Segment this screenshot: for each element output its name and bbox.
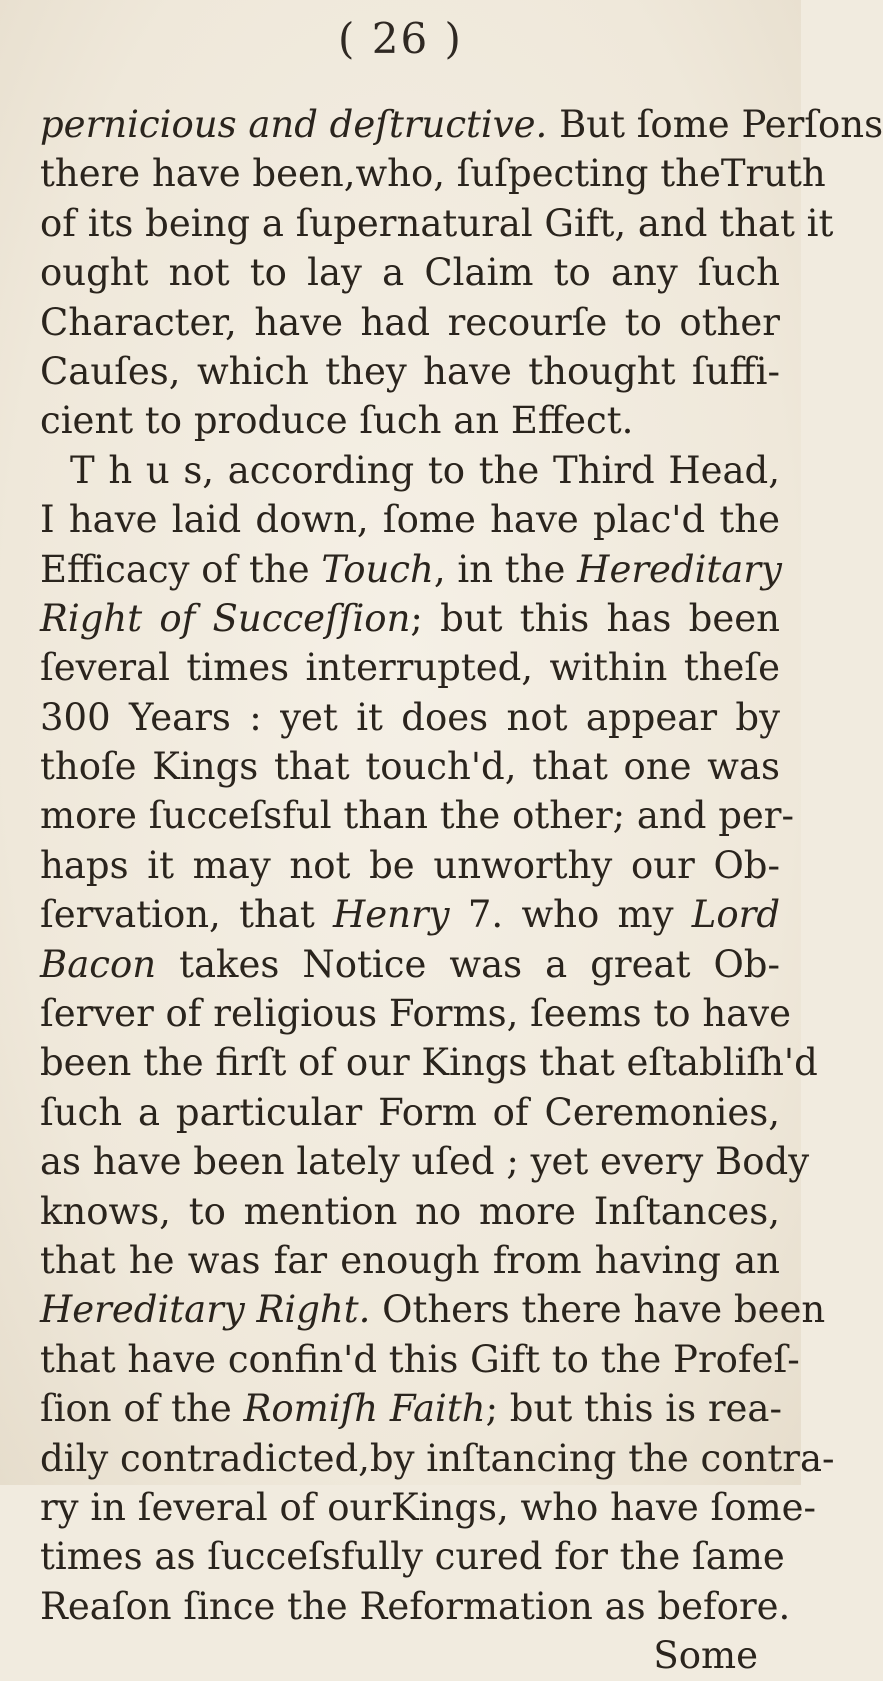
text-line — [40, 1137, 810, 1186]
text-span: that have confin'd this Gift to the Profeſ- — [40, 1337, 800, 1381]
text-line — [40, 594, 780, 643]
text-span: ; but this has been — [410, 596, 780, 640]
text-line — [40, 298, 780, 347]
text-line — [40, 1532, 785, 1581]
text-line — [40, 1384, 780, 1433]
text-line — [40, 890, 780, 939]
text-line — [40, 1236, 780, 1285]
text-line — [40, 1285, 826, 1334]
text-line — [40, 396, 780, 445]
text-span: Others there have been — [370, 1288, 826, 1332]
text-span: ſion of the — [40, 1387, 244, 1431]
text-span: more ſucceſsful than the other; and per- — [40, 794, 794, 838]
text-line — [40, 841, 780, 890]
text-line — [40, 693, 780, 742]
italic-text: Hereditary — [577, 547, 782, 591]
text-line — [40, 791, 794, 840]
text-line — [40, 1187, 780, 1236]
body-text — [40, 100, 883, 1681]
italic-text: pernicious and deſtructive. — [40, 103, 548, 146]
text-line — [40, 989, 792, 1038]
catchword — [40, 1631, 780, 1680]
text-line — [40, 742, 780, 791]
text-span: , in the — [433, 547, 578, 591]
text-span: Reaſon ſince the Reformation as before. — [40, 1584, 791, 1628]
text-span: Cauſes, which they have thought ſuffi- — [40, 349, 780, 393]
text-span: 7. who my — [449, 893, 692, 937]
text-line — [40, 940, 780, 989]
text-line — [40, 149, 826, 198]
text-span: that he was far enough from having an — [40, 1238, 780, 1282]
text-span: But ſome Perſons — [547, 103, 883, 146]
text-line — [40, 1434, 835, 1483]
italic-text: Hereditary Right. — [40, 1288, 371, 1332]
text-span: ſervation, that — [40, 893, 333, 937]
text-span: Efficacy of the — [40, 547, 322, 591]
text-span: been the firſt of our Kings that eſtabliſh'd — [40, 1041, 818, 1085]
text-span: there have been,who, ſuſpecting theTruth — [40, 152, 826, 196]
text-line — [40, 248, 780, 297]
text-span: takes Notice was a great Ob- — [156, 942, 780, 986]
italic-text: Romiſh Faith — [243, 1387, 486, 1431]
text-line — [40, 100, 883, 149]
text-span: ſerver of religious Forms, ſeems to have — [40, 992, 792, 1036]
text-span: as have been lately uſed ; yet every Body — [40, 1140, 810, 1184]
text-line — [40, 643, 780, 692]
text-line — [40, 1582, 791, 1631]
text-line — [40, 1038, 818, 1087]
text-span: ; but this is rea- — [485, 1387, 782, 1431]
text-span: I have laid down, ſome have plac'd the — [40, 498, 780, 542]
text-line — [40, 347, 780, 396]
text-line — [40, 495, 780, 544]
text-line — [40, 545, 780, 594]
italic-text: Henry — [333, 893, 450, 937]
text-line — [40, 446, 780, 495]
text-span: T h u s, according to the Third Head, — [70, 448, 780, 492]
text-span: ſeveral times interrupted, within theſe — [40, 646, 780, 690]
text-span: dily contradicted,by inſtancing the contra- — [40, 1436, 835, 1480]
italic-text: Touch — [321, 547, 434, 591]
text-span: of its being a ſupernatural Gift, and that it — [40, 201, 834, 245]
text-span: Some — [653, 1634, 758, 1678]
text-span: ought not to lay a Claim to any ſuch — [40, 251, 780, 295]
text-line — [40, 1483, 816, 1532]
italic-text: Bacon — [40, 942, 157, 986]
text-span: knows, to mention no more Inſtances, — [40, 1189, 780, 1233]
italic-text: Right of Succeſſion — [40, 596, 411, 640]
text-line — [40, 1088, 780, 1137]
text-span: cient to produce ſuch an Effect. — [40, 399, 634, 443]
page-number: ( 26 ) — [338, 14, 463, 63]
text-line — [40, 199, 834, 248]
text-span: thoſe Kings that touch'd, that one was — [40, 745, 780, 789]
text-span: Character, have had recourſe to other — [40, 300, 780, 344]
text-line — [40, 1335, 800, 1384]
text-span: ry in ſeveral of ourKings, who have ſome- — [40, 1485, 816, 1529]
text-span: haps it may not be unworthy our Ob- — [40, 843, 780, 887]
text-span: times as ſucceſsfully cured for the ſame — [40, 1535, 785, 1579]
text-span: 300 Years : yet it does not appear by — [40, 695, 780, 739]
italic-text: Lord — [691, 893, 780, 937]
text-span: ſuch a particular Form of Ceremonies, — [40, 1090, 780, 1134]
